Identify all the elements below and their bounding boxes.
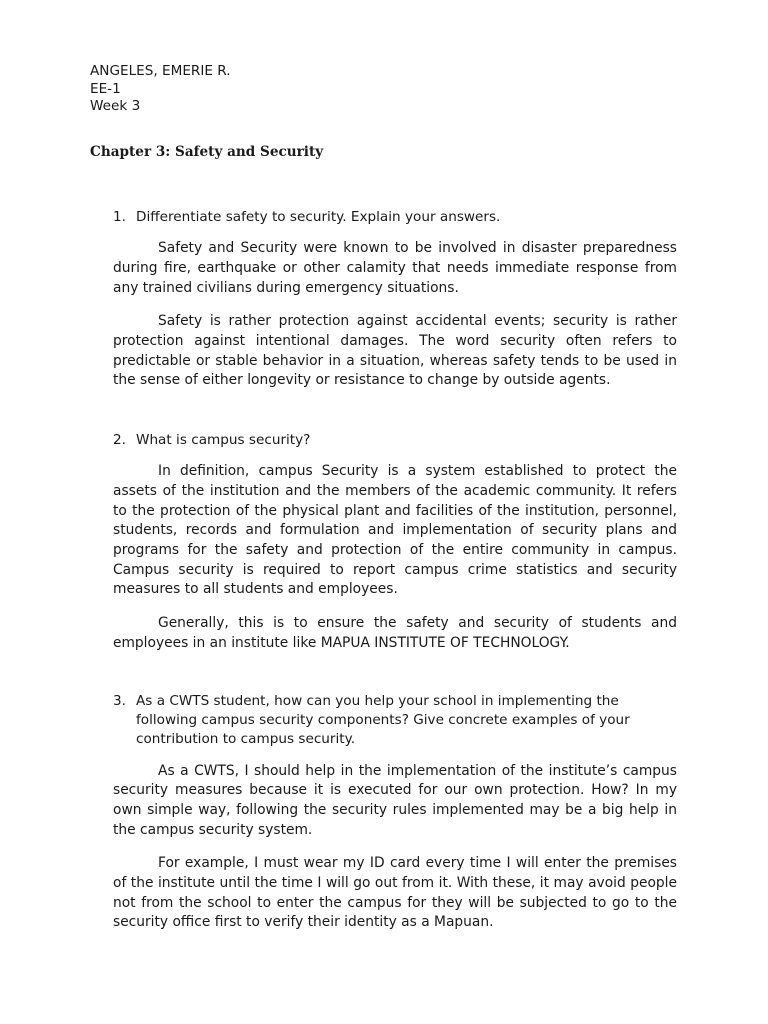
question-3 — [113, 692, 677, 750]
answer-paragraph: Generally, this is to ensure the safety and security of students and employees in an institute like MAPUA INSTITUTE OF TECHNOLOGY. — [113, 614, 677, 651]
student-section: EE-1 — [90, 80, 121, 97]
question-1 — [113, 208, 677, 227]
answer-paragraph: Safety and Security were known to be involved in disaster preparedness during fire, earthquake or other calamity that needs immediate response from any trained civilians during emergency situations. — [113, 240, 677, 296]
question-text: What is campus security? — [136, 432, 311, 448]
question-number: 1. — [113, 209, 126, 225]
question-text: Differentiate safety to security. Explain your answers. — [136, 209, 501, 225]
week-label: Week 3 — [90, 98, 141, 114]
answer-paragraph: As a CWTS, I should help in the implementation of the institute’s campus security measures because it is executed for our own protection. How? In my own simple way, following the security rules implemented may be a big help in the campus security system. — [113, 762, 677, 838]
answer-paragraph: For example, I must wear my ID card every time I will enter the premises of the institute until the time I will go out from it. With these, it may avoid people not from the school to enter the campus for they will be subjected to go to the security office first to verify their identity as a Mapuan. — [113, 855, 677, 931]
answer-paragraph: In definition, campus Security is a system established to protect the assets of the institution and the members of the academic community. It refers to the protection of the physical plant and facilities of the institution, personnel, students, records and formulation and implementation of security plans and programs for the safety and protection of the entire community in campus. Campus security is required to report campus crime statistics and security measures to all students and employees. — [113, 463, 677, 598]
question-number: 3. — [113, 693, 126, 709]
question-block-2 — [113, 431, 677, 667]
chapter-title: Chapter 3: Safety and Security — [90, 144, 324, 160]
question-text: As a CWTS student, how can you help your school in implementing the following campus security components? Give concrete examples of your contribution to campus security. — [136, 693, 630, 748]
question-number: 2. — [113, 432, 126, 448]
question-block-1 — [113, 208, 677, 405]
question-2 — [113, 431, 677, 450]
student-name: ANGELES, EMERIE R. — [90, 63, 231, 79]
student-header — [90, 63, 231, 116]
question-block-3 — [113, 692, 677, 947]
answer-paragraph: Safety is rather protection against accidental events; security is rather protection against intentional damages. The word security often refers to predictable or stable behavior in a situation, whereas safety tends to be used in the sense of either longevity or resistance to change by outside agents. — [113, 313, 677, 389]
